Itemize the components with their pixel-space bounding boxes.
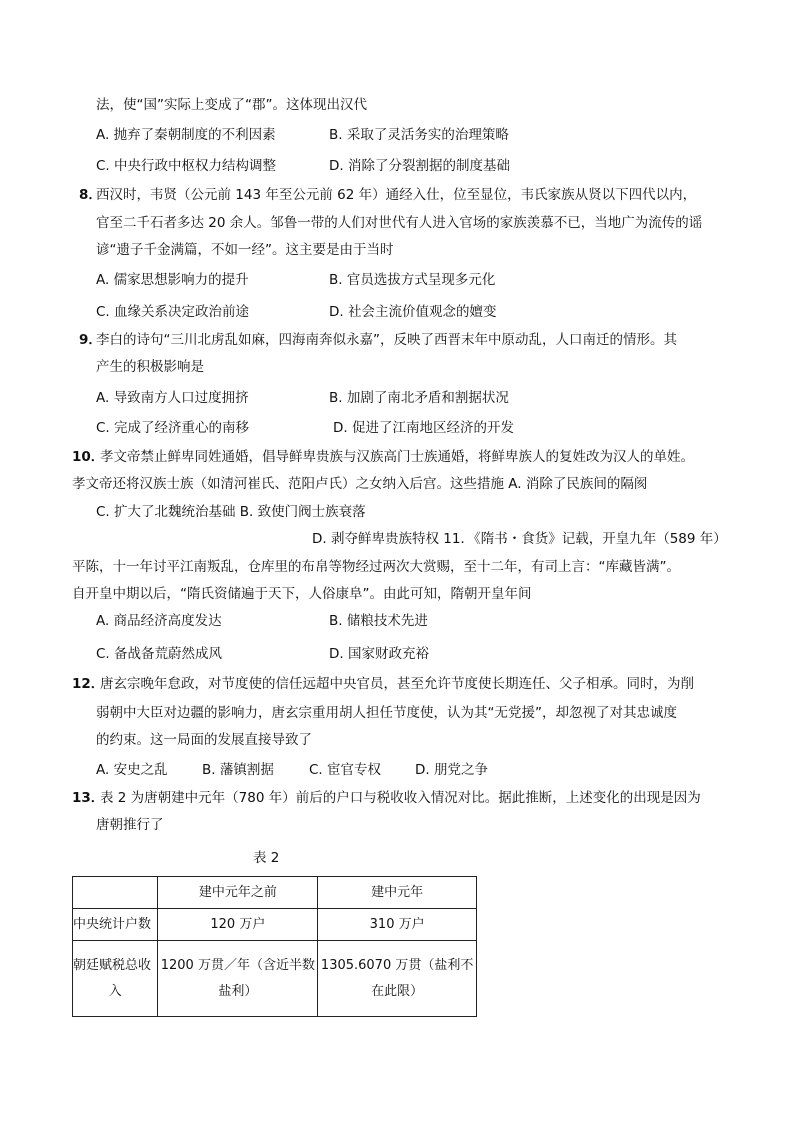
question-text: 李白的诗句“三川北虏乱如麻，四海南奔似永嘉”，反映了西晋末年中原动乱，人口南迁的情形。其 bbox=[96, 332, 677, 348]
text-line: 法，使“国”实际上变成了“郡”。这体现出汉代 bbox=[96, 97, 367, 113]
cell-line: 1305.6070 万贯（盐利不 bbox=[320, 957, 474, 973]
question-number: 12． bbox=[72, 676, 105, 692]
question-text: 孝文帝还将汉族士族（如清河崔氏、范阳卢氏）之女纳入后宫。这些措施 A. 消除了民族间的隔阂 bbox=[72, 476, 648, 492]
option-b: B. 采取了灵活务实的治理策略 bbox=[329, 127, 509, 143]
question-text: 孝文帝禁止鲜卑同姓通婚，倡导鲜卑贵族与汉族高门士族通婚，将鲜卑族人的复姓改为汉人的单姓。 bbox=[100, 449, 694, 465]
option-a: A. 儒家思想影响力的提升 bbox=[96, 272, 249, 288]
option-d: D. 朋党之争 bbox=[415, 762, 488, 778]
table-cell: 120 万户 bbox=[158, 909, 318, 941]
option-d: D. 国家财政充裕 bbox=[329, 646, 429, 662]
table-header-cell bbox=[73, 877, 158, 909]
table-header-row bbox=[73, 877, 477, 909]
option-c: C. 血缘关系决定政治前途 bbox=[96, 304, 250, 320]
data-table bbox=[72, 876, 477, 1017]
option-d: D. 促进了江南地区经济的开发 bbox=[333, 420, 514, 436]
table-caption: 表 2 bbox=[253, 850, 280, 866]
cell-line: 1200 万贯／年（含近半数 bbox=[160, 957, 315, 973]
question-text: 西汉时，韦贤（公元前 143 年至公元前 62 年）通经入仕，位至显位，韦氏家族从贤以下四代以内， bbox=[96, 187, 697, 203]
option-b: B. 官员选拔方式呈现多元化 bbox=[329, 272, 496, 288]
option-d: D. 社会主流价值观念的嬗变 bbox=[329, 304, 497, 320]
question-number: 13． bbox=[72, 790, 105, 806]
table-cell bbox=[318, 941, 477, 1017]
question-text: 自开皇中期以后，“隋氏资储遍于天下，人俗康阜”。由此可知，隋朝开皇年间 bbox=[72, 586, 532, 602]
table-row bbox=[73, 941, 477, 1017]
table-header-cell: 建中元年 bbox=[318, 877, 477, 909]
option-c: C. 备战备荒蔚然成风 bbox=[96, 646, 223, 662]
option-c: C. 宦官专权 bbox=[309, 762, 382, 778]
question-text: 弱朝中大臣对边疆的影响力，唐玄宗重用胡人担任节度使，认为其“无党援”，却忽视了对其忠诚度 bbox=[96, 705, 677, 721]
table-cell: 中央统计户数 bbox=[73, 909, 158, 941]
option-a: A. 安史之乱 bbox=[96, 762, 168, 778]
table-cell bbox=[73, 941, 158, 1017]
option-a: A. 导致南方人口过度拥挤 bbox=[96, 390, 249, 406]
cell-line: 在此限） bbox=[371, 983, 424, 999]
table-row bbox=[73, 909, 477, 941]
table-cell bbox=[158, 941, 318, 1017]
question-text: 平陈，十一年讨平江南叛乱，仓库里的布帛等物经过两次大赏赐，至十二年，有司上言：“库藏皆满”。 bbox=[72, 559, 680, 575]
question-text: 唐玄宗晚年怠政，对节度使的信任远超中央官员，甚至允许节度使长期连任、父子相承。同时，为削 bbox=[100, 676, 694, 692]
question-text: 谚“遗子千金满篇，不如一经”。这主要是由于当时 bbox=[96, 242, 394, 258]
question-number: 9． bbox=[79, 332, 102, 348]
question-text: C. 扩大了北魏统治基础 B. 致使门阀士族衰落 bbox=[96, 504, 366, 520]
table-header-cell: 建中元年之前 bbox=[158, 877, 318, 909]
option-a: A. 抛弃了秦朝制度的不利因素 bbox=[96, 127, 276, 143]
question-text: 唐朝推行了 bbox=[96, 817, 164, 833]
option-b: B. 储粮技术先进 bbox=[329, 613, 428, 629]
question-number: 8． bbox=[79, 187, 102, 203]
question-text: 产生的积极影响是 bbox=[96, 359, 204, 375]
question-number: 10． bbox=[72, 449, 105, 465]
option-c: C. 完成了经济重心的南移 bbox=[96, 420, 250, 436]
question-text: 官至二千石者多达 20 余人。邹鲁一带的人们对世代有人进入官场的家族羡慕不已，当地广为流传的谣 bbox=[96, 215, 703, 231]
table-cell: 310 万户 bbox=[318, 909, 477, 941]
question-text: 的约束。这一局面的发展直接导致了 bbox=[96, 732, 312, 748]
cell-line: 盐利） bbox=[218, 983, 258, 999]
option-b: B. 藩镇割据 bbox=[202, 762, 274, 778]
option-d: D. 消除了分裂割据的制度基础 bbox=[329, 158, 510, 174]
cell-line: 朝廷赋税总收 bbox=[73, 957, 152, 973]
question-text: 表 2 为唐朝建中元年（780 年）前后的户口与税收收入情况对比。据此推断，上述变化的出现是因为 bbox=[100, 790, 701, 806]
option-c: C. 中央行政中枢权力结构调整 bbox=[96, 158, 277, 174]
option-a: A. 商品经济高度发达 bbox=[96, 613, 222, 629]
cell-line: 入 bbox=[108, 983, 122, 999]
question-text: D. 剥夺鲜卑贵族特权 11．《隋书・食货》记载，开皇九年（589 年） bbox=[312, 531, 727, 547]
option-b: B. 加剧了南北矛盾和割据状况 bbox=[329, 390, 509, 406]
